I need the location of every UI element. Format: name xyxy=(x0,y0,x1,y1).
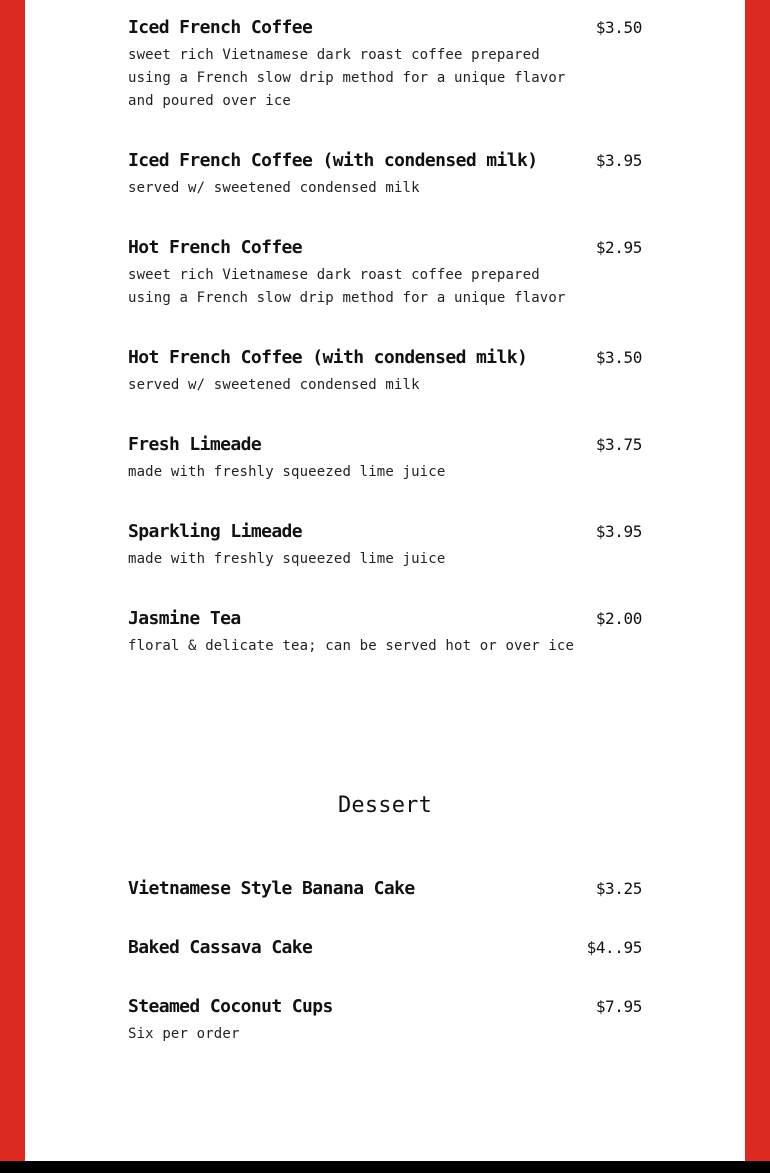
item-price: $2.95 xyxy=(595,238,642,257)
bottom-bar xyxy=(0,1161,770,1173)
menu-item xyxy=(128,878,642,900)
item-price: $2.00 xyxy=(595,609,642,628)
menu-item xyxy=(128,434,642,484)
menu-item xyxy=(128,347,642,397)
menu-item xyxy=(128,608,642,658)
item-name: Hot French Coffee (with condensed milk) xyxy=(128,347,528,368)
item-description: made with freshly squeezed lime juice xyxy=(128,551,446,567)
item-price: $4..95 xyxy=(586,938,642,957)
item-name: Hot French Coffee xyxy=(128,237,303,258)
item-name: Steamed Coconut Cups xyxy=(128,996,333,1017)
item-name: Jasmine Tea xyxy=(128,608,241,629)
menu-item xyxy=(128,150,642,200)
item-description: Six per order xyxy=(128,1026,240,1042)
item-description: served w/ sweetened condensed milk xyxy=(128,180,420,196)
item-name: Baked Cassava Cake xyxy=(128,937,313,958)
item-description: sweet rich Vietnamese dark roast coffee prepared using a French slow drip method for a unique flavor xyxy=(128,267,566,306)
item-price: $3.50 xyxy=(595,18,642,37)
left-red-border xyxy=(0,0,25,1161)
item-price: $3.25 xyxy=(595,879,642,898)
item-description: sweet rich Vietnamese dark roast coffee prepared using a French slow drip method for a unique flavor and poured over ice xyxy=(128,47,566,109)
item-price: $7.95 xyxy=(595,997,642,1016)
menu-item xyxy=(128,17,642,113)
item-description: made with freshly squeezed lime juice xyxy=(128,464,446,480)
section-title-dessert: Dessert xyxy=(337,793,433,818)
menu-item xyxy=(128,521,642,571)
item-description: served w/ sweetened condensed milk xyxy=(128,377,420,393)
item-name: Iced French Coffee (with condensed milk) xyxy=(128,150,538,171)
right-red-border xyxy=(745,0,770,1161)
item-name: Vietnamese Style Banana Cake xyxy=(128,878,415,899)
item-price: $3.95 xyxy=(595,151,642,170)
item-price: $3.50 xyxy=(595,348,642,367)
item-price: $3.75 xyxy=(595,435,642,454)
menu-item xyxy=(128,937,642,959)
item-price: $3.95 xyxy=(595,522,642,541)
item-name: Sparkling Limeade xyxy=(128,521,303,542)
item-description: floral & delicate tea; can be served hot or over ice xyxy=(128,638,575,654)
item-name: Fresh Limeade xyxy=(128,434,262,455)
menu-item xyxy=(128,996,642,1046)
menu-item xyxy=(128,237,642,310)
item-name: Iced French Coffee xyxy=(128,17,313,38)
